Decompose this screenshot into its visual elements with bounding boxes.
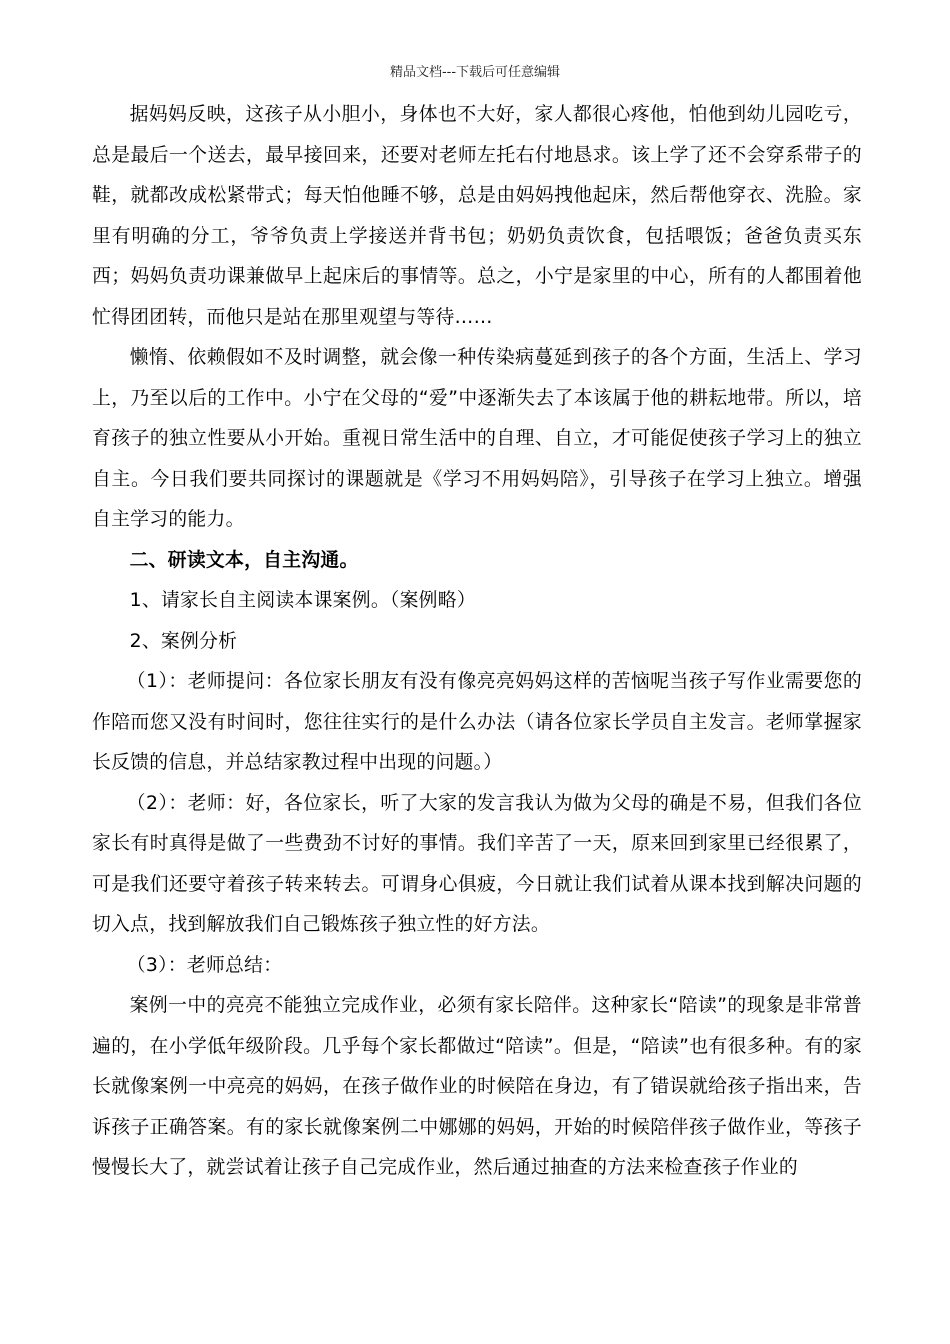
paragraph-mother-report: 据妈妈反映，这孩子从小胆小，身体也不大好，家人都很心疼他，怕他到幼儿园吃亏，总是最后一个送去，最早接回来，还要对老师左托右付地恳求。该上学了还不会穿系带子的鞋，就都改成松紧带式；每天怕他睡不够，总是由妈妈拽他起床，然后帮他穿衣、洗脸。家里有明确的分工，爷爷负责上学接送并背书包；奶奶负责饮食，包括喂饭；爸爸负责买东西；妈妈负责功课兼做早上起床后的事情等。总之，小宁是家里的中心，所有的人都围着他忙得团团转，而他只是站在那里观望与等待…… — [92, 104, 862, 328]
paragraph-case-summary: 案例一中的亮亮不能独立完成作业，必须有家长陪伴。这种家长“陪读”的现象是非常普遍的，在小学低年级阶段。几乎每个家长都做过“陪读”。但是，“陪读”也有很多种。有的家长就像案例一中亮亮的妈妈，在孩子做作业的时候陪在身边，有了错误就给孩子指出来，告诉孩子正确答案。有的家长就像案例二中娜娜的妈妈，开始的时候陪伴孩子做作业，等孩子慢慢长大了，就尝试着让孩子自己完成作业，然后通过抽查的方法来检查孩子作业的 — [92, 995, 862, 1178]
paragraph-teacher-question: （1）：老师提问：各位家长朋友有没有像亮亮妈妈这样的苦恼呢当孩子写作业需要您的作陪而您又没有时间时，您往往实行的是什么办法（请各位家长学员自主发言。老师掌握家长反馈的信息，并总结家教过程中出现的问题。） — [92, 671, 862, 773]
page-header: 精品文档---下载后可任意编辑 — [389, 65, 561, 80]
paragraph-laziness: 懒惰、依赖假如不及时调整，就会像一种传染病蔓延到孩子的各个方面，生活上、学习上，乃至以后的工作中。小宁在父母的“爱”中逐渐失去了本该属于他的耕耘地带。所以，培育孩子的独立性要从小开始。重视日常生活中的自理、自立，才可能促使孩子学习上的独立自主。今日我们要共同探讨的课题就是《学习不用妈妈陪》，引导孩子在学习上独立。增强自主学习的能力。 — [92, 347, 862, 530]
section-heading: 二、研读文本，自主沟通。 — [129, 549, 359, 571]
document-body — [92, 95, 862, 1189]
paragraph-teacher-response: （2）：老师：好，各位家长，听了大家的发言我认为做为父母的确是不易，但我们各位家长有时真得是做了一些费劲不讨好的事情。我们辛苦了一天，原来回到家里已经很累了，可是我们还要守着孩子转来转去。可谓身心俱疲，今日就让我们试着从课本找到解决问题的切入点，找到解放我们自己锻炼孩子独立性的好方法。 — [92, 792, 862, 935]
list-item-case-analysis: 2、案例分析 — [129, 630, 238, 652]
paragraph-teacher-summary-label: （3）：老师总结： — [126, 954, 283, 976]
list-item-read-case: 1、请家长自主阅读本课案例。（案例略） — [129, 590, 476, 611]
